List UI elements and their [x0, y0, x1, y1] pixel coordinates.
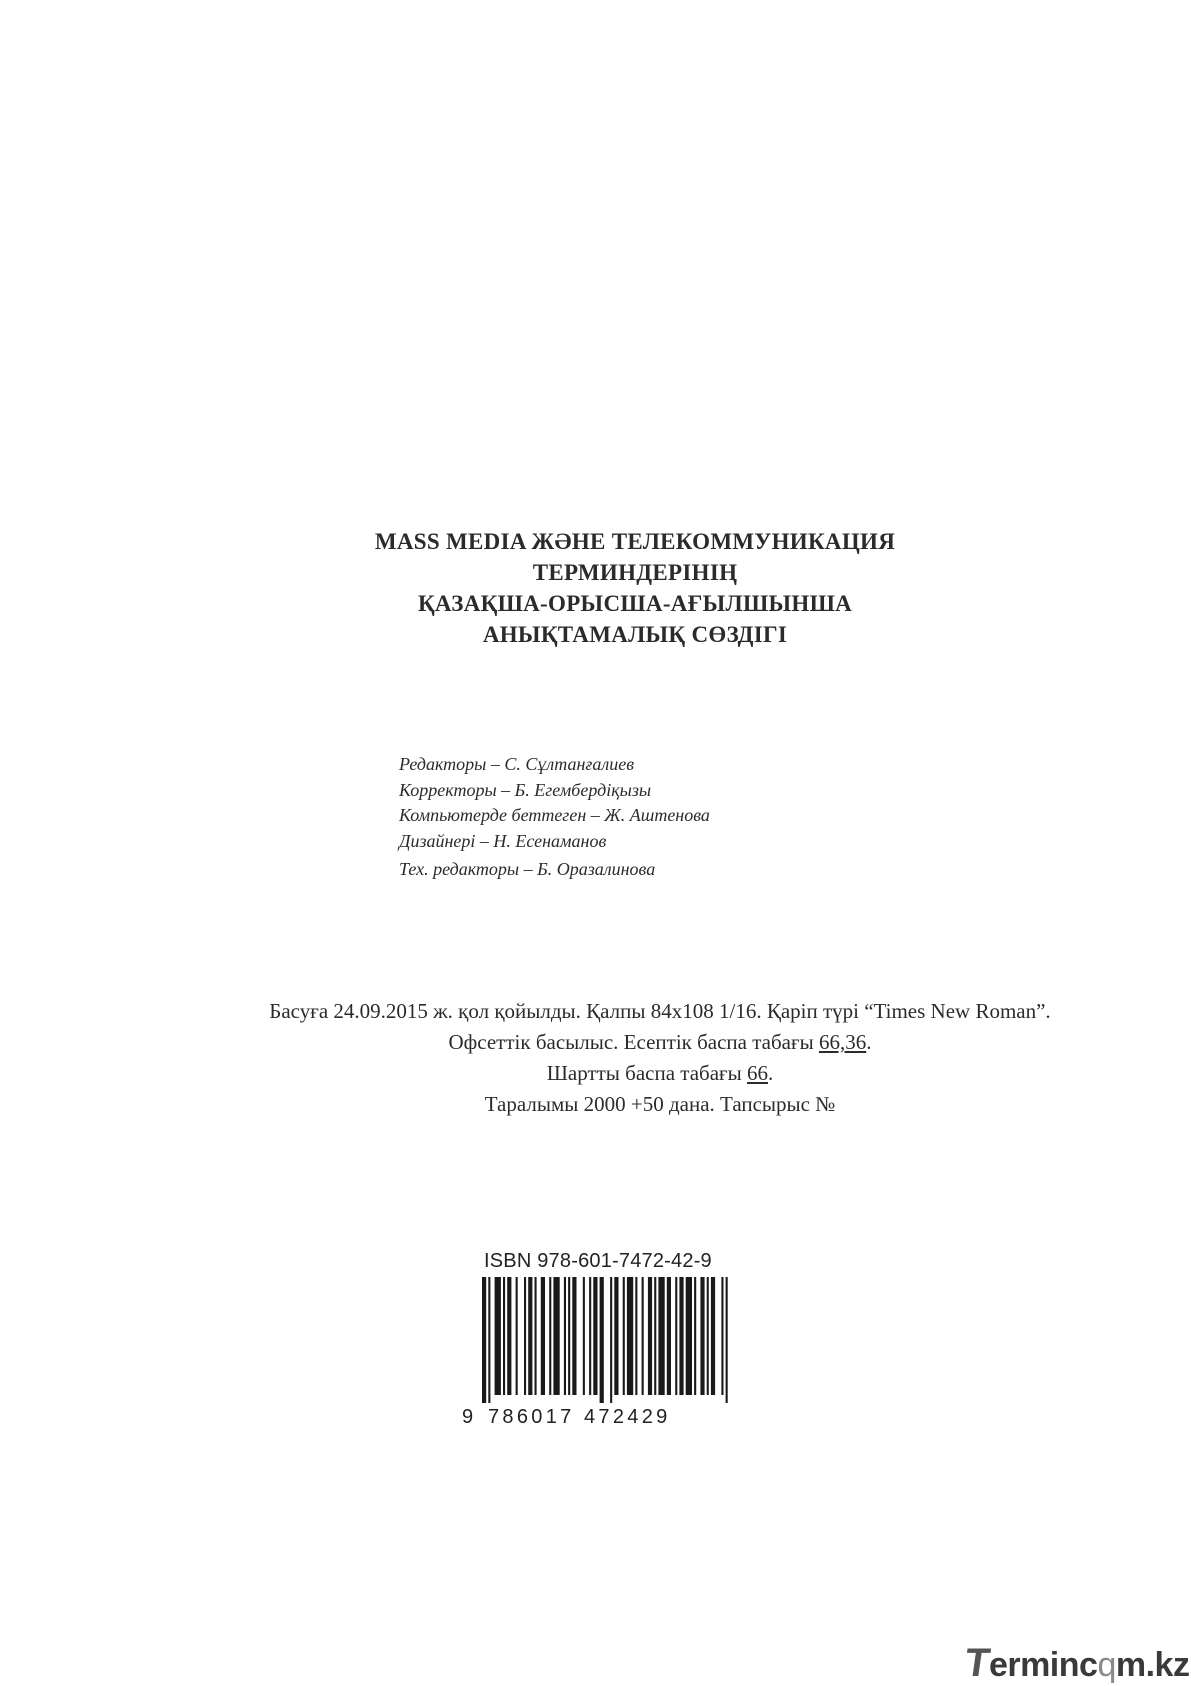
- watermark-initial: T: [961, 1641, 993, 1685]
- imprint-line-2-suffix: .: [866, 1030, 872, 1054]
- book-title: [0, 526, 1191, 650]
- barcode-bar: [564, 1277, 566, 1395]
- barcode-bar: [541, 1277, 545, 1395]
- barcode-bar: [654, 1277, 656, 1395]
- barcode-bar: [583, 1277, 585, 1395]
- watermark-part-1: erminc: [988, 1646, 1098, 1684]
- barcode-bar: [721, 1277, 723, 1395]
- imprint-info: [190, 996, 1130, 1120]
- isbn-block: [456, 1250, 736, 1427]
- barcode-bar: [589, 1277, 591, 1395]
- terminkom-watermark: [961, 1641, 1190, 1686]
- imprint-line-3-prefix: Шартты баспа табағы: [546, 1061, 748, 1085]
- tech-editor-credit: Тех. редакторы – Б. Оразалинова: [399, 859, 656, 879]
- barcode-bar: [572, 1277, 576, 1395]
- barcode-bar: [507, 1277, 511, 1395]
- barcode-bar: [488, 1277, 490, 1403]
- barcode-bar: [627, 1277, 633, 1395]
- barcode-bars: [482, 1277, 728, 1403]
- magnifier-icon: q: [1097, 1646, 1116, 1684]
- barcode-bar: [568, 1277, 570, 1395]
- barcode-bar: [667, 1277, 671, 1395]
- barcode-bar: [553, 1277, 559, 1395]
- barcode-first-digit: 9: [462, 1406, 474, 1427]
- barcode-bar: [648, 1277, 652, 1395]
- title-line-1: MASS MEDIA ЖӘНЕ ТЕЛЕКОММУНИКАЦИЯ: [374, 529, 896, 554]
- proofreader-credit: Корректоры – Б. Егембердіқызы: [399, 779, 652, 800]
- barcode-bar: [726, 1277, 728, 1403]
- barcode-bar: [675, 1277, 677, 1395]
- barcode-bar: [711, 1277, 715, 1395]
- barcode-bar: [658, 1277, 664, 1395]
- barcode-bar: [528, 1277, 532, 1395]
- imprint-line-2-prefix: Офсеттік басылыс. Есептік баспа табағы: [448, 1030, 819, 1054]
- barcode-right-digits: 472429: [584, 1406, 671, 1427]
- barcode-bar: [623, 1277, 625, 1395]
- imprint-line-3-suffix: .: [768, 1061, 774, 1085]
- barcode-bar: [679, 1277, 683, 1395]
- editor-credit: Редакторы – С. Сұлтанғалиев: [399, 754, 635, 774]
- barcode-bar: [694, 1277, 696, 1395]
- barcode-bar: [600, 1277, 604, 1403]
- imprint-line-4: Таралымы 2000 +50 дана. Тапсырыс №: [484, 1092, 836, 1116]
- imprint-line-3: [190, 1058, 1130, 1089]
- staff-credits: [399, 752, 710, 883]
- barcode-bar: [635, 1277, 637, 1395]
- barcode-left-digits: 786017: [488, 1406, 575, 1427]
- barcode-bar: [482, 1277, 486, 1403]
- barcode-bar: [610, 1277, 612, 1403]
- title-line-3: ҚАЗАҚША-ОРЫСША-АҒЫЛШЫНША: [417, 591, 853, 616]
- barcode-bar: [516, 1277, 518, 1395]
- title-line-2: ТЕРМИНДЕРІНІҢ: [532, 560, 738, 585]
- barcode-bar: [495, 1277, 501, 1395]
- title-line-4: АНЫҚТАМАЛЫҚ СӨЗДІГІ: [482, 622, 788, 647]
- designer-credit: Дизайнері – Н. Есенаманов: [399, 830, 607, 851]
- barcode-bar: [700, 1277, 704, 1395]
- barcode-bar: [642, 1277, 644, 1395]
- barcode-bar: [686, 1277, 692, 1395]
- imprint-line-1: Басуға 24.09.2015 ж. қол қойылды. Қалпы 84х108 1/16. Қаріп түрі “Times New Roman”.: [269, 999, 1051, 1023]
- imprint-line-2: [190, 1027, 1130, 1058]
- barcode-bar: [593, 1277, 597, 1395]
- layout-credit: Компьютерде беттеген – Ж. Аштенова: [399, 805, 710, 825]
- account-sheets-value: 66,36: [818, 1030, 867, 1054]
- barcode-bar: [535, 1277, 537, 1395]
- isbn-label: ISBN 978-601-7472-42-9: [484, 1250, 712, 1272]
- barcode-bar: [707, 1277, 709, 1395]
- print-sheets-value: 66: [747, 1061, 769, 1085]
- barcode-bar: [503, 1277, 505, 1395]
- barcode-bar: [549, 1277, 551, 1395]
- barcode-bar: [614, 1277, 618, 1395]
- barcode-bar: [524, 1277, 526, 1395]
- isbn-barcode: [456, 1277, 736, 1427]
- watermark-part-2: m.kz: [1115, 1646, 1190, 1684]
